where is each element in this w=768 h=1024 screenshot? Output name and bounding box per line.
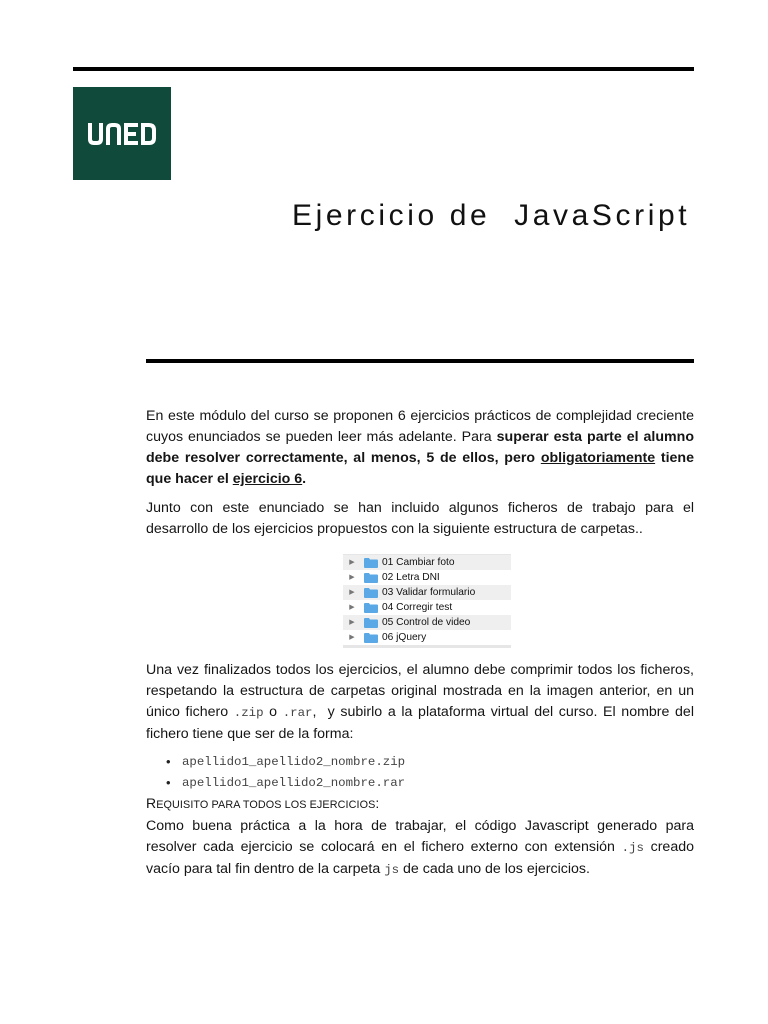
document-title: Ejercicio de JavaScript [292, 199, 691, 232]
folder-row [343, 615, 511, 630]
folder-label: 06 jQuery [382, 632, 427, 643]
uned-logo-mark [86, 121, 158, 147]
disclosure-triangle-icon: ▶ [349, 589, 355, 596]
bullet-icon: • [166, 754, 171, 769]
bullet-icon: • [166, 775, 171, 790]
intro-end: . [302, 471, 307, 487]
disclosure-triangle-icon: ▶ [349, 619, 355, 626]
folder-label: 05 Control de video [382, 617, 471, 628]
folder-label: 01 Cambiar foto [382, 557, 455, 568]
top-rule [73, 67, 694, 71]
submission-text-2: , y subirlo a la plataforma virtual del curso. El nombre del fichero tiene que ser de la forma: [146, 704, 698, 742]
disclosure-triangle-icon: ▶ [349, 634, 355, 641]
requirement-heading [146, 793, 694, 816]
folder-icon [364, 618, 378, 628]
intro-text: En este módulo del curso se proponen 6 ejercicios prácticos de complejidad creciente cuyos enunciados se pueden leer más adelante. Para [146, 408, 694, 445]
folder-label: 04 Corregir test [382, 602, 453, 613]
disclosure-triangle-icon: ▶ [349, 574, 355, 581]
folder-label: 03 Validar formulario [382, 587, 476, 598]
document-body [146, 406, 698, 881]
intro-bold: superar esta parte el alumno debe resolver correctamente, al menos, 5 de ellos, pero [146, 429, 694, 466]
intro-paragraph [146, 406, 694, 490]
folder-row [343, 600, 511, 615]
structure-paragraph: Junto con este enunciado se han incluido algunos ficheros de trabajo para el desarrollo de los ejercicios propuestos con la siguiente estructura de carpetas.. [146, 500, 694, 537]
folder-row [343, 555, 511, 570]
folder-icon [364, 588, 378, 598]
filename-rar: apellido1_apellido2_nombre.rar [182, 776, 406, 790]
disclosure-triangle-icon: ▶ [349, 604, 355, 611]
folder-icon [364, 558, 378, 568]
intro-underline-exercise: ejercicio 6 [232, 471, 303, 487]
requirement-text: Como buena práctica a la hora de trabajar, el código Javascript generado para resolver cada ejercicio se colocará en el fichero externo con extensión [146, 818, 694, 855]
filename-list [146, 751, 694, 793]
list-item [146, 751, 694, 772]
disclosure-triangle-icon: ▶ [349, 559, 355, 566]
title-rule [146, 359, 694, 363]
folder-row [343, 630, 511, 645]
uned-logo [73, 87, 171, 180]
folder-row [343, 585, 511, 600]
requirement-heading-text: EQUISITO PARA TODOS LOS EJERCICIOS [156, 799, 376, 811]
folder-row [343, 570, 511, 585]
rar-extension: .rar [282, 706, 313, 720]
filename-zip: apellido1_apellido2_nombre.zip [182, 755, 406, 769]
requirement-heading-initial: R [146, 795, 157, 811]
submission-paragraph [146, 660, 698, 745]
folder-structure-image [343, 554, 511, 648]
requirement-text-3: de cada uno de los ejercicios. [399, 861, 590, 877]
js-folder: js [384, 863, 400, 877]
folder-icon [364, 603, 378, 613]
folder-icon [364, 633, 378, 643]
requirement-text-2: creado vacío para tal fin dentro de la carpeta [146, 839, 694, 877]
zip-extension: .zip [233, 706, 264, 720]
folder-icon [364, 573, 378, 583]
submission-text: Una vez finalizados todos los ejercicios, el alumno debe comprimir todos los ficheros, respetando la estructura de carpetas original mostrada en la imagen anterior, en un único fichero [146, 662, 694, 720]
list-item [146, 772, 694, 793]
intro-underline-mandatory: obligatoriamente [540, 450, 656, 466]
intro-bold-2: tiene que hacer el [146, 450, 694, 487]
requirement-heading-colon: : [375, 795, 380, 811]
js-extension: .js [621, 841, 644, 855]
requirement-paragraph [146, 816, 694, 881]
folder-label: 02 Letra DNI [382, 572, 440, 583]
submission-or: o [263, 704, 283, 720]
